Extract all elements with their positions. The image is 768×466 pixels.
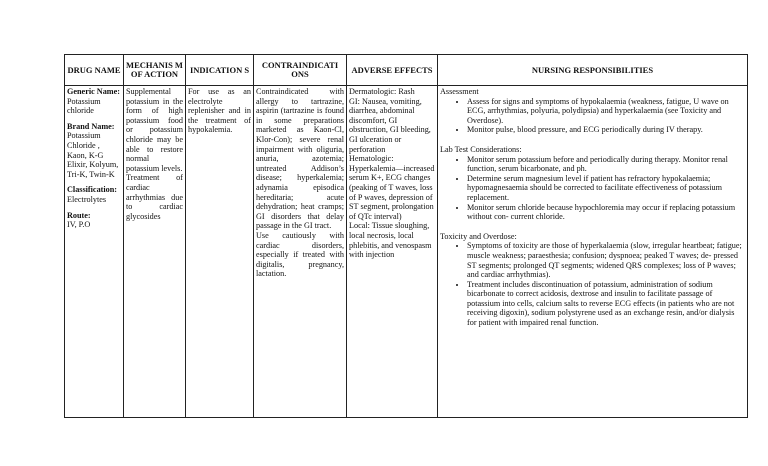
route-value: IV, P.O xyxy=(67,220,91,230)
list-item: • Determine serum magnesium level if patient has refractory hypokalaemia; hypomagnesaemia should be corrected to facilitate effectiveness of potassium replacement. xyxy=(467,174,745,203)
adverse-effects-cell xyxy=(347,86,438,418)
list-item: • Treatment includes discontinuation of potassium, administration of sodium bicarbonate to correct acidosis, dextrose and insulin to facilitate passage of potassium into cells, calcium salts to reverse ECG effects (in patients who are not receiving digoxin), sodium polystyrene used as an exchange resin, and/or dialysis for patient with impaired renal function. xyxy=(467,280,745,328)
list-item: • Monitor serum potassium before and periodically during therapy. Monitor renal function, serum bicarbonate, and ph. xyxy=(467,155,745,174)
list-item: • Assess for signs and symptoms of hypokalaemia (weakness, fatigue, U wave on ECG, arrhythmias, polyuria, polydipsia) and hyperkalaemia (see Toxicity and Overdose). xyxy=(467,97,745,126)
contraindications-text-1: Contraindicated with allergy to tartrazine, aspirin (tartrazine is found in some preparations marketed as Kaon-Cl, Klor-Con); severe renal impairment with oliguria, anuria, azotemia; untreated Addison’s disease; hyperkalemia; adynamia episodica hereditaria; acute dehydration; heat cramps; GI disorders that delay passage in the GI tract. xyxy=(256,87,344,231)
header-mechanism: MECHANIS M OF ACTION xyxy=(124,55,186,86)
indications-text: For use as an electrolyte replenisher and in the treatment of hypokalemia. xyxy=(188,87,251,135)
assessment-list xyxy=(440,97,745,135)
lab-test-heading: Lab Test Considerations: xyxy=(440,144,522,154)
classification-value: Electrolytes xyxy=(67,194,107,204)
adverse-hematologic: Hematologic: Hyperkalemia—increased serum K+, ECG changes (peaking of T waves, loss of P waves, depression of ST segment, prolongation of QTc interval) xyxy=(349,154,435,221)
header-adverse-effects: ADVERSE EFFECTS xyxy=(347,55,438,86)
classification-label: Classification: xyxy=(67,185,118,195)
header-nursing-responsibilities: NURSING RESPONSIBILITIES xyxy=(438,55,748,86)
list-item: • Symptoms of toxicity are those of hyperkalaemia (slow, irregular heartbeat; fatigue; muscle weakness; paraesthesia; confusion; dyspnoea; peaked T waves; de- pressed ST segments; prolonged QT segments; widened QRS complexes; loss of P waves; and cardiac arrhythmias). xyxy=(467,241,745,279)
mechanism-cell xyxy=(124,86,186,418)
indications-cell xyxy=(186,86,254,418)
adverse-gi: GI: Nausea, vomiting, diarrhea, abdominal discomfort, GI obstruction, GI bleeding, GI ulceration or perforation xyxy=(349,96,431,154)
nursing-responsibilities-cell xyxy=(438,86,748,418)
list-item: • Monitor serum chloride because hypochloremia may occur if replacing potassium without con- current chloride. xyxy=(467,203,745,222)
contraindications-cell xyxy=(254,86,347,418)
toxicity-heading: Toxicity and Overdose: xyxy=(440,231,517,241)
header-indications: INDICATION S xyxy=(186,55,254,86)
contraindications-text-2: Use cautiously with cardiac disorders, especially if treated with digitalis, pregnancy, lactation. xyxy=(256,230,344,279)
content-row xyxy=(65,86,748,418)
header-row xyxy=(65,55,748,86)
header-contraindications: CONTRAINDICATI ONS xyxy=(254,55,347,86)
lab-test-list xyxy=(440,155,745,222)
mechanism-text-2: Treatment of cardiac arrhythmias due to cardiac glycosides xyxy=(126,173,183,221)
list-item: • Monitor pulse, blood pressure, and ECG periodically during IV therapy. xyxy=(467,125,745,135)
route-label: Route: xyxy=(67,210,91,220)
assessment-heading: Assessment xyxy=(440,87,479,96)
generic-name-value: Potassium chloride xyxy=(67,96,101,116)
adverse-dermatologic: Dermatologic: Rash xyxy=(349,87,415,96)
drug-study-table xyxy=(64,54,748,418)
mechanism-text-1: Supplemental potassium in the form of high potassium food or potassium chloride may be able to restore normal potassium levels. xyxy=(126,87,183,173)
drug-name-cell xyxy=(65,86,124,418)
brand-name-value: Potassium Chloride , Kaon, K-G Elixir, Kolyum, Tri-K, Twin-K xyxy=(67,131,119,179)
header-drug-name: DRUG NAME xyxy=(65,55,124,86)
generic-name-label: Generic Name: xyxy=(67,87,120,96)
toxicity-list xyxy=(440,241,745,327)
brand-name-label: Brand Name: xyxy=(67,121,115,131)
adverse-local: Local: Tissue sloughing, local necrosis, local phlebitis, and venospasm with injection xyxy=(349,221,432,260)
